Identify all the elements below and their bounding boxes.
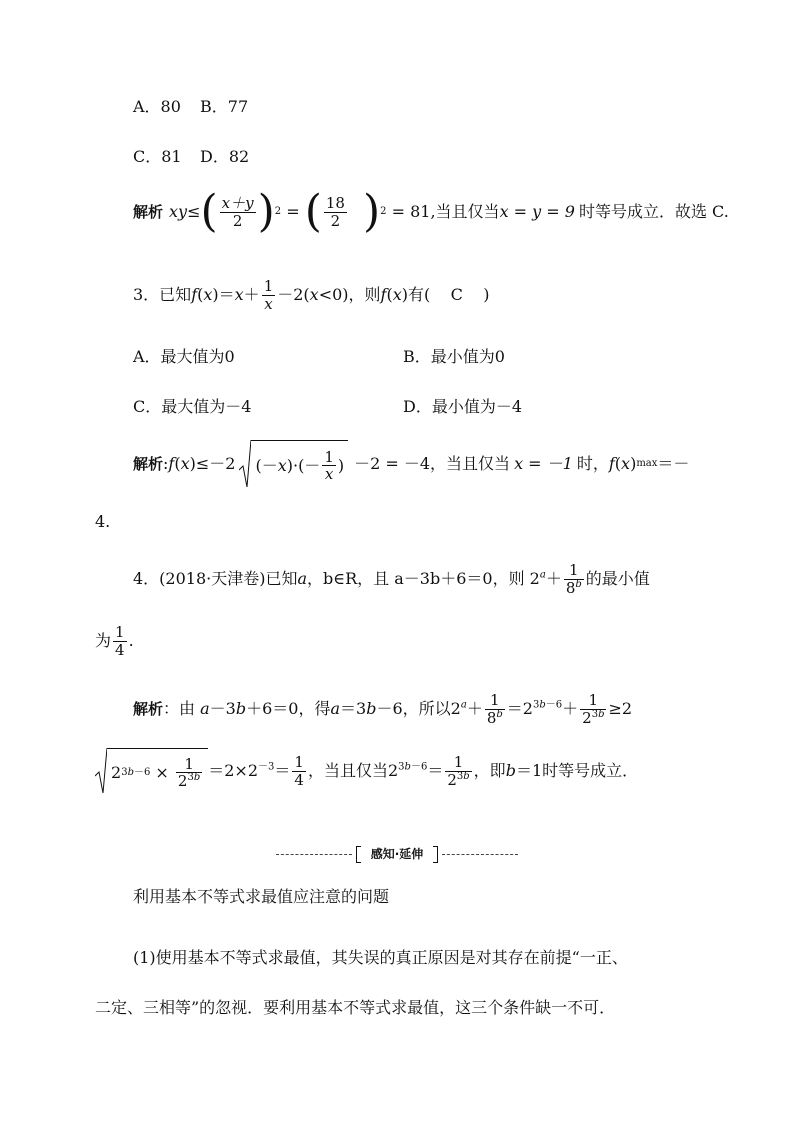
fraction: $\frac{x+y}{2}$ [221,194,254,230]
solution-text: 时， [576,454,609,473]
section-divider [276,845,518,865]
fraction: $\frac{1}{x}$ [263,277,274,313]
paragraph-line: 二定、三相等”的忽视．要利用基本不等式求最值，这三个条件缺一不可． [95,998,616,1017]
solution-label: 解析 [133,699,164,718]
square-root: 2 3b－6 × $\frac{1}{2^{3b}}$ [95,748,208,794]
formula: x = －1 [514,454,573,473]
formula: xy≤ [169,202,201,221]
question-text: 的最小值 [585,569,650,588]
question-condition: b∈R，且 a－3b＋6＝0，则 [323,569,525,588]
q4-stem: 4．(2018·天津卷)已知 a ， b∈R，且 a－3b＋6＝0，则 $2^a+$ $\frac{1}{8^b}$ 的最小值 [133,561,650,597]
q2-option-b: B．77 [200,97,249,116]
q3-option-d: D．最小值为－4 [403,397,523,416]
q3-solution: 解析 : f ( x )≤－2 (－ x )·(－ $\frac{1}{x}$ ) －2 = －4，当且仅当 x = －1 时， f ( x ) max ＝－ [133,440,689,488]
solution-text: 时等号成立．故选 C. [578,202,729,221]
solution-text: ，所以 [402,699,451,718]
section-title: 感知·延伸 [356,845,438,863]
q3-option-a: A．最大值为0 [133,347,235,366]
solution-label: 解析 [133,454,164,473]
solution-text: ,当且仅当 [430,202,500,221]
q2-option-d: D．82 [200,147,250,166]
q3-option-c: C．最大值为－4 [133,397,252,416]
question-number: 4．(2018·天津卷)已知 [133,569,298,588]
formula: x = y = 9 [499,202,575,221]
fraction: $\frac{1}{4}$ [115,623,125,659]
solution-text: ，当且仅当 [307,761,388,780]
solution-text: ，即 [473,761,506,780]
square-root: (－ x )·(－ $\frac{1}{x}$ ) [239,440,348,488]
q4-solution-line1: 解析 ：由 a －3 b ＋6＝0 ，得 a ＝3 b －6 ，所以 $2^a+$ $\frac{1}{8^b}$ $=2^{3b-6}+$ $\frac{1}{2^{3b}}$ ≥2 [133,691,633,727]
q3-solution-wrap: 4. [95,512,111,531]
solution-label: 解析 [133,202,164,221]
solution-text: 时等号成立． [542,761,639,780]
q4-answer: 为 $\frac{1}{4}$ . [95,623,134,659]
fraction: $\frac{18}{2}$ [325,194,345,230]
q3-stem: 3．已知 f ( x )＝ x ＋ $\frac{1}{x}$ －2( x <0)，则 f ( x )有( C ) [133,277,490,313]
fraction: $\frac{1}{8^b}$ [565,561,582,597]
solution-text: ：由 [163,699,196,718]
q3-option-b: B．最小值为0 [403,347,505,366]
section-heading: 利用基本不等式求最值应注意的问题 [133,887,390,906]
answer-choice: C [450,285,463,304]
paragraph-line: (1)使用基本不等式求最值，其失误的真正原因是对其存在前提“一正、 [133,948,628,967]
question-number: 3．已知 [133,285,192,304]
q2-option-a: A．80 [133,97,181,116]
solution-text: ，得 [298,699,331,718]
solution-text: －2 = －4，当且仅当 [354,454,511,473]
q2-solution: 解析 xy≤ ( $\frac{x+y}{2}$ ) 2 = ( $\frac{18}{2}$ ) 2 = 81 ,当且仅当 x = y = 9 时等号成立．故选 C. [133,186,729,237]
q4-solution-line2: 2 3b－6 × $\frac{1}{2^{3b}}$ $=2\times 2^{-3}=$ $\frac{1}{4}$ ，当且仅当 $2^{3b-6}=$ $\frac{1}{2^{3b}}$ ，即 b ＝1 时等号成立． [95,748,638,794]
answer-prefix: 为 [95,631,112,650]
q2-option-c: C．81 [133,147,182,166]
